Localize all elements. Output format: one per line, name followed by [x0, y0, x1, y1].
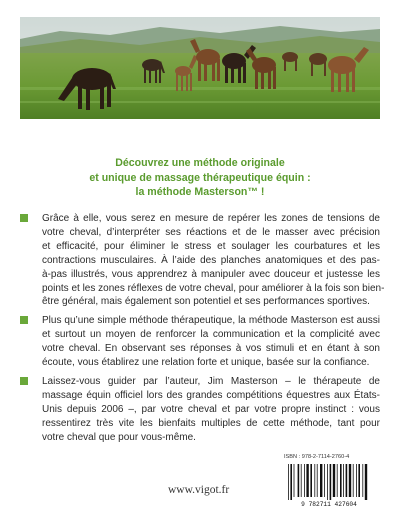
barcode-bar [356, 464, 357, 497]
barcode [282, 462, 376, 508]
barcode-bar [324, 464, 325, 497]
barcode-bar [333, 464, 335, 497]
text-line: écoute, vous établirez une relation forte et unique, basée sur la confiance. [42, 356, 370, 368]
text-line: votre cheval. En observant ses réponses à vos stimuli et en étant à son [42, 342, 380, 354]
barcode-bar [358, 464, 360, 497]
cover-photo-horses [20, 17, 380, 119]
text-line: à-pas illustrés, vous apprendrez à manipuler avec douceur et justesse les [42, 268, 380, 280]
text-line: Laissez-vous guider par l’auteur, Jim Masterson – le thérapeute de [42, 376, 380, 387]
barcode-bar [310, 464, 312, 497]
barcode-bar [340, 464, 342, 497]
text-line: être général, mais également son potentiel et ses performances sportives. [42, 296, 370, 308]
barcode-bar [349, 464, 351, 497]
text-line: massage équin officiel lors des grandes compétitions équestres aux États- [42, 389, 380, 401]
text-line: Plus qu’une simple méthode thérapeutique, la méthode Masterson est aussi [42, 315, 380, 326]
barcode-bar [362, 464, 363, 497]
barcode-bar [314, 464, 315, 497]
text-line: votre cheval que pour vous-même. [42, 431, 196, 443]
barcode-bar [365, 464, 367, 500]
text-line: et surtout un moyen de renforcer la communication et la complicité avec [42, 328, 380, 340]
barcode-bar [353, 464, 354, 497]
isbn-label: ISBN : 978-2-7114-2760-4 [284, 454, 350, 460]
barcode-bar [330, 464, 332, 500]
barcode-bar [301, 464, 302, 497]
paragraph-text [42, 375, 380, 445]
intro-heading [20, 156, 380, 200]
square-bullet-icon [20, 214, 28, 222]
barcode-bar [304, 464, 305, 497]
paragraph-text [42, 314, 380, 370]
square-bullet-icon [20, 316, 28, 324]
text-line: Unis depuis 2006 –, par votre cheval et par votre propre instinct : vous [42, 403, 380, 415]
barcode-bar [343, 464, 344, 497]
barcode-bar [320, 464, 322, 497]
barcode-bar [327, 464, 328, 500]
square-bullet-icon [20, 377, 28, 385]
barcode-bar [294, 464, 295, 497]
barcode-bar [290, 464, 292, 500]
barcode-bar [317, 464, 318, 497]
intro-line: la méthode Masterson™ ! [135, 186, 265, 198]
intro-line: Découvrez une méthode originale [115, 157, 285, 169]
text-line: Grâce à elle, vous serez en mesure de repérer les zones de tensions de [42, 213, 380, 224]
barcode-bar [346, 464, 348, 497]
barcode-number: 9 782711 427604 [301, 501, 357, 508]
text-line: points et les zones réflexes de votre cheval, pour améliorer à la fois son bien- [42, 282, 385, 294]
barcode-bar [298, 464, 300, 497]
intro-line: et unique de massage thérapeutique équin : [89, 171, 311, 184]
barcode-bar [306, 464, 308, 497]
text-line: votre cheval, d’interpréter ses réactions et de le masser avec précision [42, 226, 380, 238]
text-line: et efficacité, pour éliminer le stress et soulager les courbatures et les [42, 240, 380, 252]
publisher-website: www.vigot.fr [168, 484, 230, 496]
barcode-bar [337, 464, 338, 497]
text-line: contractions musculaires. À l’aide des planches anatomiques et des pas- [42, 254, 380, 266]
paragraph-text [42, 212, 385, 309]
text-line: ressentirez très vite les bienfaits multiples de cette méthode, tant pour [42, 417, 380, 429]
barcode-bar [288, 464, 289, 500]
